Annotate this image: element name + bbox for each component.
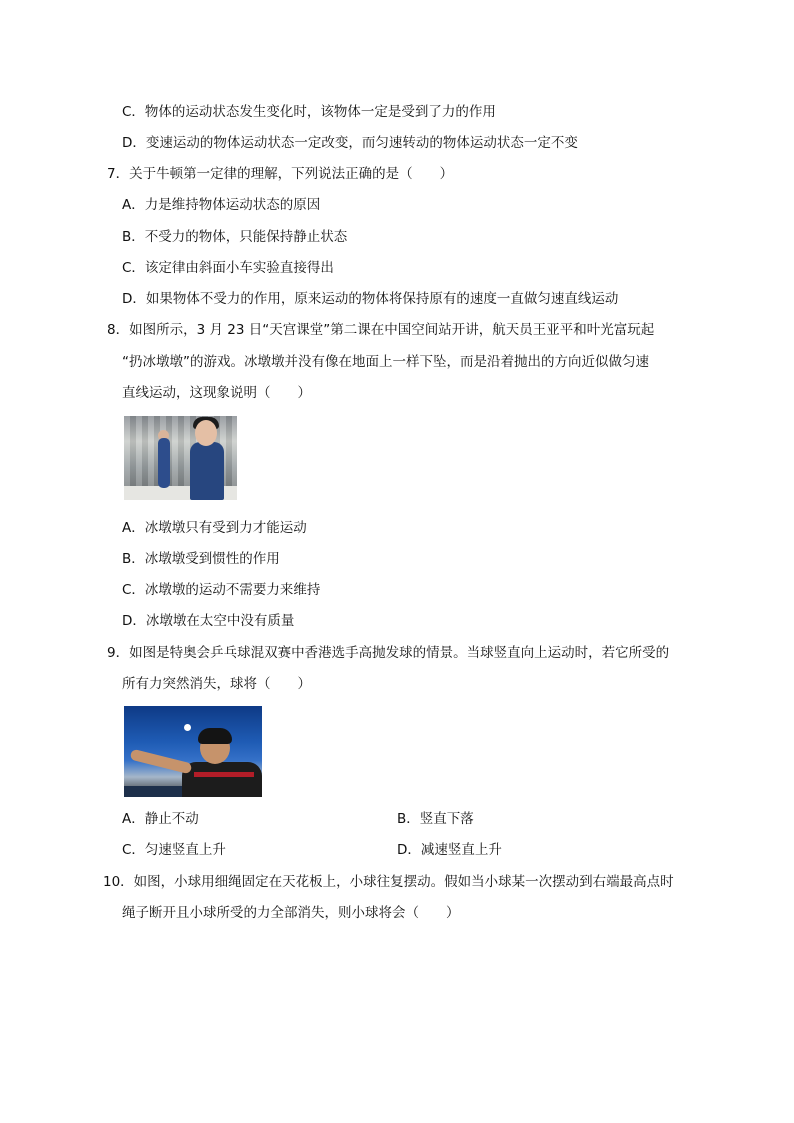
q8-option-c: C．冰墩墩的运动不需要力来维持 — [122, 582, 321, 598]
q9-stem-line1: 9．如图是特奥会乒乓球混双赛中香港选手高抛发球的情景。当球竖直向上运动时，若它所受的 — [107, 645, 670, 661]
q9-stem-line2: 所有力突然消失，球将（ ） — [122, 676, 311, 692]
q8-option-a: A．冰墩墩只有受到力才能运动 — [122, 520, 307, 536]
table-tennis-photo — [124, 706, 262, 797]
q7-stem: 7．关于牛顿第一定律的理解，下列说法正确的是（ ） — [107, 166, 454, 182]
q7-option-a: A．力是维持物体运动状态的原因 — [122, 197, 321, 213]
q10-stem-line1: 10．如图，小球用细绳固定在天花板上，小球往复摆动。假如当小球某一次摆动到右端最高点时 — [103, 874, 674, 890]
q8-option-d: D．冰墩墩在太空中没有质量 — [122, 613, 295, 629]
q9-option-c: C．匀速竖直上升 — [122, 842, 226, 858]
q7-option-c: C．该定律由斜面小车实验直接得出 — [122, 260, 334, 276]
q8-option-b: B．冰墩墩受到惯性的作用 — [122, 551, 280, 567]
q7-option-d: D．如果物体不受力的作用，原来运动的物体将保持原有的速度一直做匀速直线运动 — [122, 291, 619, 307]
q9-option-a: A．静止不动 — [122, 811, 199, 827]
space-station-photo — [124, 416, 237, 500]
q7-option-b: B．不受力的物体，只能保持静止状态 — [122, 229, 348, 245]
q8-stem-line2: “扔冰墩墩”的游戏。冰墩墩并没有像在地面上一样下坠，而是沿着抛出的方向近似做匀速 — [122, 354, 649, 370]
q10-stem-line2: 绳子断开且小球所受的力全部消失，则小球将会（ ） — [122, 905, 460, 921]
q8-stem-line3: 直线运动，这现象说明（ ） — [122, 385, 311, 401]
q6-option-d: D．变速运动的物体运动状态一定改变，而匀速转动的物体运动状态一定不变 — [122, 135, 578, 151]
q9-option-d: D．减速竖直上升 — [397, 842, 502, 858]
q6-option-c: C．物体的运动状态发生变化时，该物体一定是受到了力的作用 — [122, 104, 496, 120]
q8-stem-line1: 8．如图所示，3 月 23 日“天宫课堂”第二课在中国空间站开讲，航天员王亚平和叶光富玩起 — [107, 322, 655, 338]
q9-option-b: B．竖直下落 — [397, 811, 474, 827]
